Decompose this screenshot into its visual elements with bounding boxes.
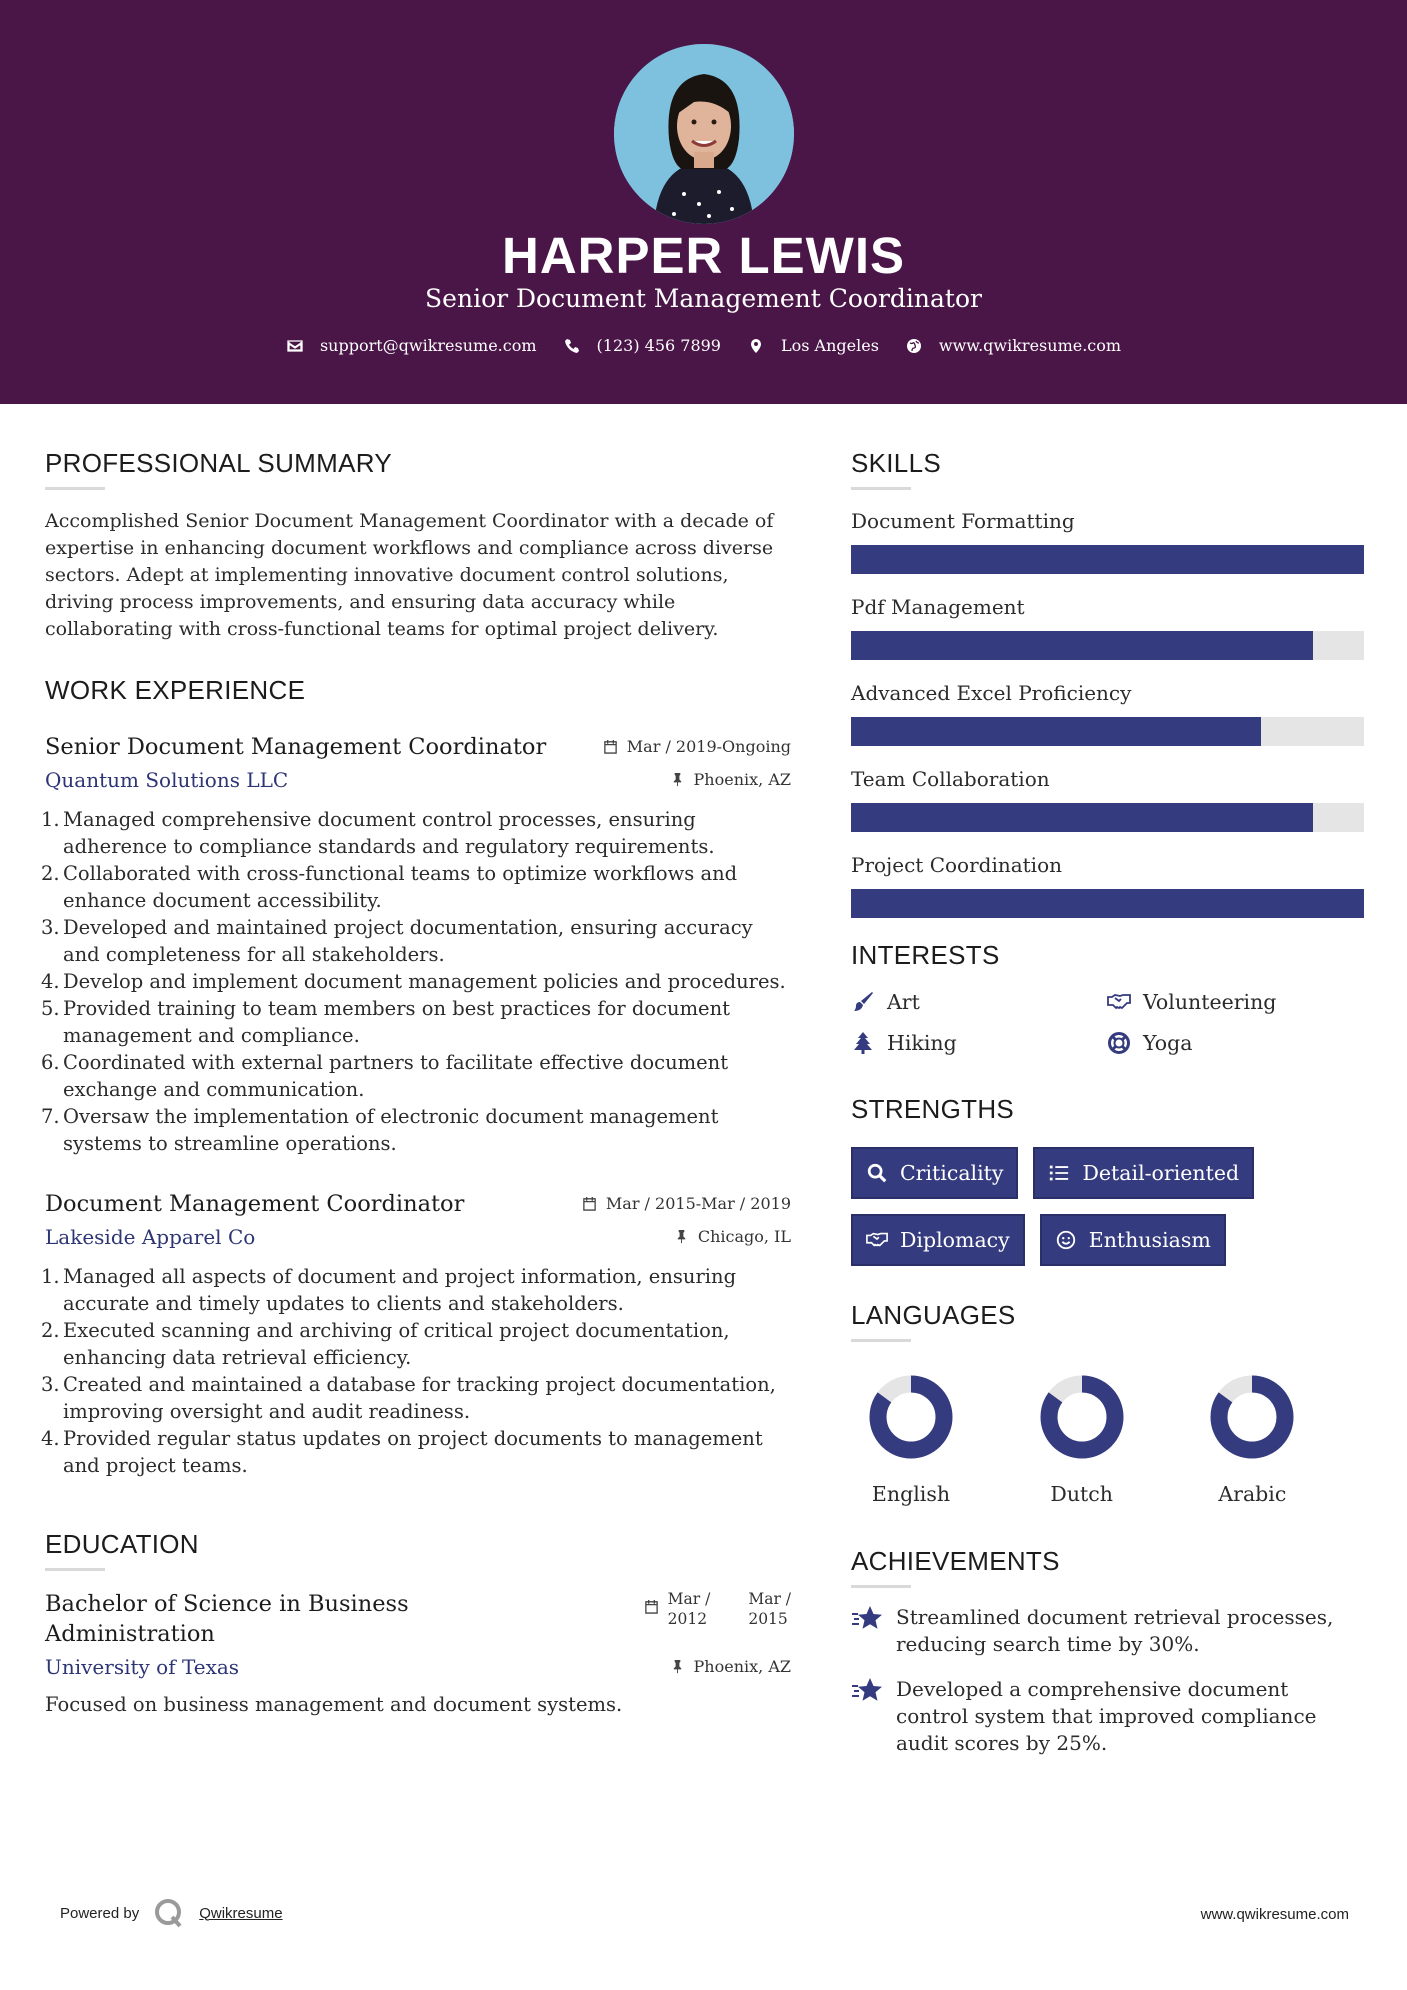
contact-location xyxy=(747,336,879,355)
strength-badge xyxy=(1040,1214,1226,1266)
skill-bar-fill xyxy=(851,889,1364,918)
skill-bar-fill xyxy=(851,717,1261,746)
strengths-heading: STRENGTHS xyxy=(851,1094,1015,1124)
job-dates xyxy=(603,737,791,756)
duty-text: Coordinated with external partners to facilitate effective document exchange and communication. xyxy=(63,1051,729,1101)
contact-bar xyxy=(0,336,1407,355)
contact-email[interactable] xyxy=(286,336,537,355)
skill-item xyxy=(851,762,1363,832)
summary-text: Accomplished Senior Document Management Coordinator with a decade of expertise in enhancing document workflows and compliance across diverse sectors. Adept at implementing innovative document control solutions, driving process improvements, and ensuring data accuracy while collaborating with cross-functional teams for optimal project delivery. xyxy=(45,510,774,640)
handshake-icon xyxy=(866,1228,890,1252)
skill-item xyxy=(851,848,1363,918)
skill-bar xyxy=(851,545,1364,574)
strengths-list xyxy=(851,1147,1363,1266)
language-name: Arabic xyxy=(1218,1482,1287,1506)
section-divider xyxy=(851,1585,911,1588)
footer-url[interactable]: www.qwikresume.com xyxy=(1200,1906,1349,1923)
company-name: Lakeside Apparel Co xyxy=(45,1225,256,1249)
contact-website-text: www.qwikresume.com xyxy=(938,336,1122,355)
list-item: 1. Managed all aspects of document and project information, ensuring accurate and timely updates to clients and stakeholders. xyxy=(41,1265,737,1315)
degree-title xyxy=(45,1589,409,1649)
start-year: 2012 xyxy=(667,1610,708,1628)
school-name: University of Texas xyxy=(45,1655,240,1679)
contact-phone-text: (123) 456 7899 xyxy=(596,336,721,355)
list-item: 1. Managed comprehensive document control processes, ensuring adherence to compliance standards and regulatory requirements. xyxy=(41,808,715,858)
interest-label: Hiking xyxy=(887,1031,957,1055)
skill-bar-fill xyxy=(851,803,1313,832)
language-donut xyxy=(1205,1370,1299,1464)
duty-text: Managed all aspects of document and project information, ensuring accurate and timely updates to clients and stakeholders. xyxy=(63,1265,737,1315)
achievement-item xyxy=(851,1676,1363,1757)
pushpin-icon xyxy=(670,772,685,787)
skill-bar-fill xyxy=(851,545,1364,574)
paintbrush-icon xyxy=(851,989,877,1015)
summary-heading: PROFESSIONAL SUMMARY xyxy=(45,448,392,478)
skill-bar xyxy=(851,803,1364,832)
interest-item xyxy=(851,1030,1107,1056)
right-column xyxy=(851,448,1363,1757)
skill-name: Document Formatting xyxy=(851,509,1075,533)
interests-section xyxy=(851,940,1363,1056)
job-location-text: Chicago, IL xyxy=(697,1227,791,1246)
interests-heading: INTERESTS xyxy=(851,940,1000,970)
strength-label: Enthusiasm xyxy=(1088,1228,1211,1252)
language-donut xyxy=(1035,1370,1129,1464)
education-section xyxy=(45,1529,791,1718)
skill-item xyxy=(851,590,1363,660)
end-year: 2015 xyxy=(748,1610,788,1628)
job-location xyxy=(674,1227,791,1246)
summary-section xyxy=(45,448,791,643)
end-month: Mar / xyxy=(748,1590,791,1608)
job-dates-text: Mar / 2019-Ongoing xyxy=(626,737,791,756)
section-divider xyxy=(851,487,911,490)
section-divider xyxy=(851,1339,911,1342)
strength-badge xyxy=(851,1214,1025,1266)
interest-label: Art xyxy=(887,990,920,1014)
duty-text: Executed scanning and archiving of critical project documentation, enhancing data retrieval efficiency. xyxy=(63,1319,730,1369)
strength-label: Diplomacy xyxy=(900,1228,1010,1252)
interest-label: Volunteering xyxy=(1143,990,1277,1014)
map-pin-icon xyxy=(747,337,765,355)
duty-text: Develop and implement document management policies and procedures. xyxy=(63,970,786,993)
skill-bar-fill xyxy=(851,631,1313,660)
duty-text: Created and maintained a database for tracking project documentation, improving oversight and audit readiness. xyxy=(63,1373,776,1423)
languages-heading: LANGUAGES xyxy=(851,1300,1016,1330)
skill-name: Project Coordination xyxy=(851,853,1062,877)
skill-name: Advanced Excel Proficiency xyxy=(851,681,1132,705)
school-location-text: Phoenix, AZ xyxy=(693,1657,791,1676)
languages-section xyxy=(851,1300,1363,1506)
calendar-icon xyxy=(603,739,618,754)
list-item: 2. Collaborated with cross-functional teams to optimize workflows and enhance document accessibility. xyxy=(41,862,738,912)
contact-phone[interactable] xyxy=(563,336,721,355)
skill-bar xyxy=(851,631,1364,660)
section-divider xyxy=(45,1568,105,1571)
language-item xyxy=(1022,1370,1193,1506)
list-item: 4. Provided regular status updates on project documents to management and project teams. xyxy=(41,1427,763,1477)
contact-website[interactable] xyxy=(905,336,1121,355)
degree-line: Bachelor of Science in Business xyxy=(45,1591,409,1617)
job-title: Senior Document Management Coordinator xyxy=(45,734,547,760)
phone-icon xyxy=(563,337,581,355)
life-ring-icon xyxy=(1107,1030,1133,1056)
job-entry xyxy=(41,1191,791,1479)
calendar-icon xyxy=(582,1196,597,1211)
strength-label: Criticality xyxy=(900,1161,1004,1185)
education-heading: EDUCATION xyxy=(45,1529,199,1559)
job-dates-text: Mar / 2015-Mar / 2019 xyxy=(605,1194,791,1213)
job-location-text: Phoenix, AZ xyxy=(693,770,791,789)
smile-icon xyxy=(1055,1228,1079,1252)
duty-list xyxy=(41,806,791,1157)
job-location xyxy=(670,770,791,789)
list-item: 5. Provided training to team members on best practices for document management and compliance. xyxy=(41,997,730,1047)
duty-text: Provided regular status updates on project documents to management and project teams. xyxy=(63,1427,763,1477)
duty-text: Developed and maintained project documentation, ensuring accuracy and completeness for all stakeholders. xyxy=(63,916,753,966)
skill-bar xyxy=(851,717,1364,746)
education-description: Focused on business management and document systems. xyxy=(45,1693,623,1716)
left-column xyxy=(41,448,791,1718)
list-item: 6. Coordinated with external partners to facilitate effective document exchange and communication. xyxy=(41,1051,729,1101)
calendar-icon xyxy=(644,1599,659,1614)
skills-section xyxy=(851,448,1363,918)
list-item: 3. Created and maintained a database for tracking project documentation, improving oversight and audit readiness. xyxy=(41,1373,776,1423)
list-item: 2. Executed scanning and archiving of critical project documentation, enhancing data retrieval efficiency. xyxy=(41,1319,730,1369)
resume-header xyxy=(0,0,1407,404)
contact-email-text: support@qwikresume.com xyxy=(319,336,537,355)
degree-line: Administration xyxy=(45,1621,215,1647)
pushpin-icon xyxy=(670,1659,685,1674)
list-item: 4. Develop and implement document management policies and procedures. xyxy=(41,970,786,993)
skills-list xyxy=(851,504,1363,918)
achievements-heading: ACHIEVEMENTS xyxy=(851,1546,1060,1576)
skill-bar xyxy=(851,889,1364,918)
contact-location-text: Los Angeles xyxy=(780,336,879,355)
duty-text: Oversaw the implementation of electronic document management systems to streamline operations. xyxy=(63,1105,719,1155)
skill-item xyxy=(851,676,1363,746)
experience-heading: WORK EXPERIENCE xyxy=(45,675,306,705)
powered-by-label: Powered by xyxy=(60,1904,140,1922)
duty-list xyxy=(41,1263,791,1479)
candidate-role: Senior Document Management Coordinator xyxy=(425,284,982,313)
candidate-name: HARPER LEWIS xyxy=(501,227,906,284)
language-name: Dutch xyxy=(1050,1482,1113,1506)
profile-photo xyxy=(614,44,794,224)
skill-item xyxy=(851,504,1363,574)
list-item: 7. Oversaw the implementation of electronic document management systems to streamline operations. xyxy=(41,1105,719,1155)
experience-section xyxy=(41,675,791,1479)
language-donut xyxy=(864,1370,958,1464)
language-name: English xyxy=(871,1482,951,1506)
job-dates xyxy=(582,1194,791,1213)
footer-powered-by xyxy=(60,1897,283,1929)
brand-link[interactable]: Qwikresume xyxy=(199,1904,283,1922)
section-divider xyxy=(45,487,105,490)
handshake-icon xyxy=(1107,989,1133,1015)
start-month: Mar / xyxy=(667,1590,711,1608)
duty-text: Collaborated with cross-functional teams to optimize workflows and enhance document accessibility. xyxy=(63,862,738,912)
star-icon xyxy=(851,1604,885,1634)
interests-grid xyxy=(851,989,1363,1056)
strengths-section xyxy=(851,1094,1363,1266)
strength-badge xyxy=(851,1147,1018,1199)
skills-heading: SKILLS xyxy=(851,448,941,478)
interest-item xyxy=(1107,989,1363,1015)
job-entry xyxy=(41,734,791,1157)
star-icon xyxy=(851,1676,885,1706)
achievement-item xyxy=(851,1604,1363,1658)
qwikresume-logo-icon xyxy=(153,1897,185,1929)
duty-text: Managed comprehensive document control processes, ensuring adherence to compliance standards and regulatory requirements. xyxy=(63,808,715,858)
interest-item xyxy=(1107,1030,1363,1056)
job-title: Document Management Coordinator xyxy=(45,1191,465,1217)
achievement-text: Streamlined document retrieval processes, reducing search time by 30%. xyxy=(896,1605,1334,1656)
list-item: 3. Developed and maintained project documentation, ensuring accuracy and completeness for all stakeholders. xyxy=(41,916,753,966)
achievements-section xyxy=(851,1546,1363,1757)
education-dates xyxy=(644,1589,791,1649)
envelope-icon xyxy=(286,337,304,355)
globe-icon xyxy=(905,337,923,355)
language-item xyxy=(1192,1370,1363,1506)
tree-icon xyxy=(851,1030,877,1056)
interest-item xyxy=(851,989,1107,1015)
search-icon xyxy=(866,1161,890,1185)
strength-badge xyxy=(1033,1147,1254,1199)
achievement-text: Developed a comprehensive document control system that improved compliance audit scores by 25%. xyxy=(896,1677,1317,1755)
list-icon xyxy=(1048,1161,1072,1185)
school-location xyxy=(670,1657,791,1676)
interest-label: Yoga xyxy=(1143,1031,1193,1055)
language-item xyxy=(851,1370,1022,1506)
strength-label: Detail-oriented xyxy=(1082,1161,1240,1185)
pushpin-icon xyxy=(674,1229,689,1244)
skill-name: Team Collaboration xyxy=(851,767,1050,791)
duty-text: Provided training to team members on best practices for document management and compliance. xyxy=(63,997,730,1047)
languages-list xyxy=(851,1370,1363,1506)
company-name: Quantum Solutions LLC xyxy=(45,768,289,792)
skill-name: Pdf Management xyxy=(851,595,1025,619)
